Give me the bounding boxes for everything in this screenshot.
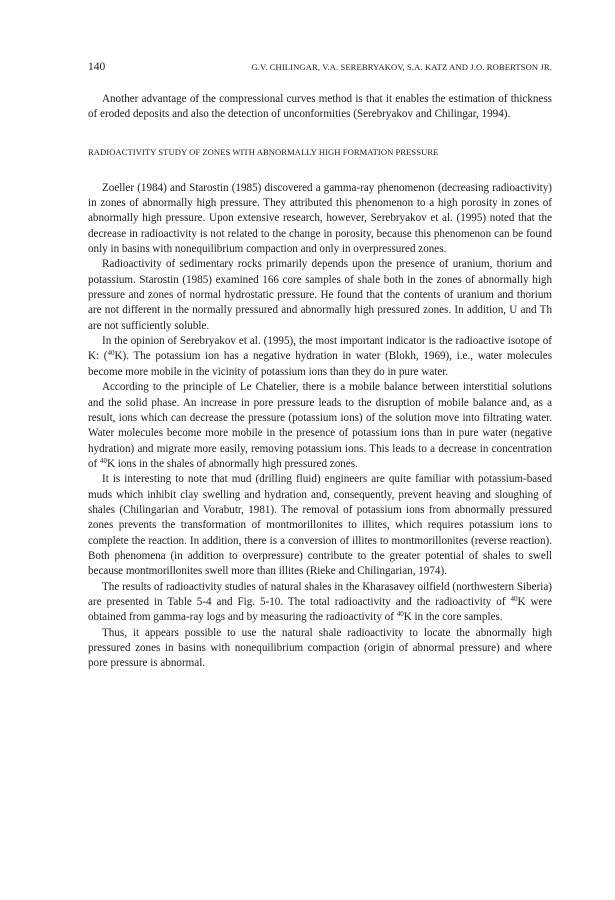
running-title: G.V. CHILINGAR, V.A. SEREBRYAKOV, S.A. KATZ AND J.O. ROBERTSON JR. <box>251 62 552 72</box>
paragraph-potassium-isotope: In the opinion of Serebryakov et al. (1995), the most important indicator is the radioactive isotope of K: ($^{40}$K). The potassium ion has a negative hydration in water (Blokh, 1969), i.e., water molecules become more mobile in the vicinity of potassium ions than they do in pure water. <box>88 335 553 378</box>
isotope-superscript: 40 <box>107 349 115 358</box>
isotope-superscript: 40 <box>510 594 518 603</box>
paragraph-le-chatelier: According to the principle of Le Chatelier, there is a mobile balance between interstitial solutions and the solid phase. An increase in pore pressure leads to the disruption of mobile balance and, as a result, ions which can decrease the pressure (potassium ions) of the solution move into filtrating water. Water molecules become more mobile in the presence of potassium ions than in pure water (negative hydration) and migrate more easily, removing potassium ions. This leads to a decrease in concentration of $^{40}$K ions in the shales of abnormally high pressured zones. <box>88 381 552 470</box>
paragraph-radioactivity-sources: Radioactivity of sedimentary rocks primarily depends upon the presence of uranium, thorium and potassium. Starostin (1985) examined 166 core samples of shale both in the zones of abnormally high pressure and zones of normal hydrostatic pressure. He found that the contents of uranium and thorium are not different in the normally pressured and abnormally high pressured zones. In addition, U and Th are not sufficiently soluble. <box>88 258 552 332</box>
section-heading: RADIOACTIVITY STUDY OF ZONES WITH ABNORMALLY HIGH FORMATION PRESSURE <box>88 146 439 157</box>
paragraph-gamma-ray-phenomenon: Zoeller (1984) and Starostin (1985) discovered a gamma-ray phenomenon (decreasing radioactivity) in zones of abnormally high pressure. They attributed this phenomenon to a high porosity in zones of abnormally high pressure. Upon extensive research, however, Serebryakov et al. (1995) noted that the decrease in radioactivity is not related to the change in porosity, because this phenomenon can be found only in basins with nonequilibrium compaction and only in overpressured zones. <box>88 181 552 256</box>
running-head <box>88 60 552 74</box>
paragraph-kharasavey-results: The results of radioactivity studies of natural shales in the Kharasavey oilfield (northwestern Siberia) are presented in Table 5-4 and Fig. 5-10. The total radioactivity and the radioactivity of $^{40}$K were obtained from gamma-ray logs and by measuring the radioactivity of $^{40}$K in the core samples. <box>88 580 553 624</box>
paragraph-potassium-muds: It is interesting to note that mud (drilling fluid) engineers are quite familiar with potassium-based muds which inhibit clay swelling and hydration and, consequently, prevent heaving and sloughing of shales (Chilingarian and Vorabutr, 1981). The removal of potassium ions from abnormally pressured zones prevents the transformation of montmorillonites to illites, which requires potassium ions to complete the reaction. In addition, there is a conversion of illites to montmorillonites (reverse reaction). Both phenomena (in addition to overpressure) contribute to the greater potential of shales to swell because montmorillonites swell more than illites (Rieke and Chilingarian, 1974). <box>88 473 552 578</box>
paragraph-compressional-curves: Another advantage of the compressional curves method is that it enables the estimation of thickness of eroded deposits and also the detection of unconformities (Serebryakov and Chilingar, 1994). <box>88 93 552 121</box>
body-text <box>88 92 552 672</box>
isotope-superscript: 40 <box>100 456 108 465</box>
page-number: 140 <box>88 61 106 73</box>
isotope-superscript: 40 <box>396 610 404 619</box>
paragraph-conclusion: Thus, it appears possible to use the natural shale radioactivity to locate the abnormally high pressured zones in basins with nonequilibrium compaction (origin of abnormal pressure) and where pore pressure is abnormal. <box>88 626 552 670</box>
